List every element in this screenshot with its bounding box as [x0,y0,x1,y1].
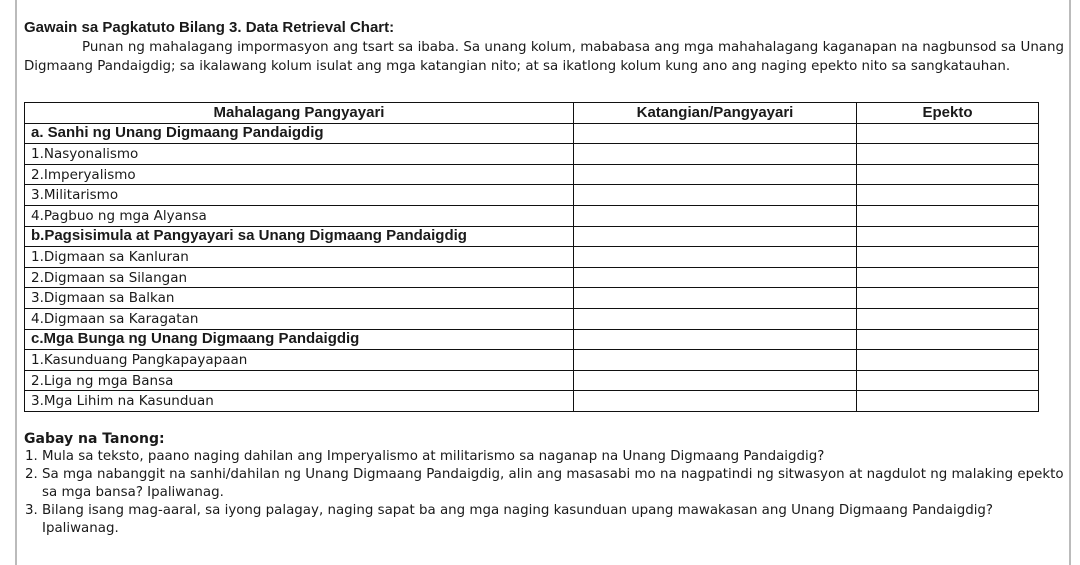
characteristic-cell[interactable] [574,267,857,288]
table-row [25,329,1039,350]
event-label: 4.Pagbuo ng mga Alyansa [25,205,574,226]
section-label: a. Sanhi ng Unang Digmaang Pandaigdig [25,123,574,144]
effect-cell[interactable] [857,123,1039,144]
event-label: 3.Militarismo [25,185,574,206]
effect-cell[interactable] [857,247,1039,268]
effect-cell[interactable] [857,226,1039,247]
table-row [25,267,1039,288]
table-row [25,288,1039,309]
data-retrieval-chart [24,102,1039,412]
table-row [25,247,1039,268]
characteristic-cell[interactable] [574,205,857,226]
header-katangian: Katangian/Pangyayari [574,103,857,124]
event-label: 3.Digmaan sa Balkan [25,288,574,309]
worksheet-page [15,0,1071,565]
characteristic-cell[interactable] [574,350,857,371]
characteristic-cell[interactable] [574,164,857,185]
effect-cell[interactable] [857,391,1039,412]
event-label: 3.Mga Lihim na Kasunduan [25,391,574,412]
table-row [25,185,1039,206]
characteristic-cell[interactable] [574,247,857,268]
characteristic-cell[interactable] [574,144,857,165]
guide-question: 3. Bilang isang mag-aaral, sa iyong palagay, naging sapat ba ang mga naging kasunduan upang mawakasan ang Unang Digmaang Pandaigdig? Ipaliwanag. [42,502,1064,538]
activity-title: Gawain sa Pagkatuto Bilang 3. Data Retrieval Chart: [24,19,395,36]
effect-cell[interactable] [857,370,1039,391]
table-row [25,144,1039,165]
table-row [25,391,1039,412]
table-row [25,370,1039,391]
table-row [25,350,1039,371]
instructions [24,38,1064,76]
characteristic-cell[interactable] [574,123,857,144]
effect-cell[interactable] [857,329,1039,350]
effect-cell[interactable] [857,205,1039,226]
table-row [25,226,1039,247]
effect-cell[interactable] [857,308,1039,329]
event-label: 1.Kasunduang Pangkapayapaan [25,350,574,371]
guide-questions [24,430,1064,538]
characteristic-cell[interactable] [574,308,857,329]
table-row [25,123,1039,144]
header-epekto: Epekto [857,103,1039,124]
event-label: 4.Digmaan sa Karagatan [25,308,574,329]
event-label: 2.Imperyalismo [25,164,574,185]
section-label: b.Pagsisimula at Pangyayari sa Unang Digmaang Pandaigdig [25,226,574,247]
event-label: 2.Liga ng mga Bansa [25,370,574,391]
effect-cell[interactable] [857,267,1039,288]
table-row [25,164,1039,185]
table-row [25,205,1039,226]
characteristic-cell[interactable] [574,288,857,309]
event-label: 1.Nasyonalismo [25,144,574,165]
table-row [25,308,1039,329]
event-label: 2.Digmaan sa Silangan [25,267,574,288]
characteristic-cell[interactable] [574,329,857,350]
effect-cell[interactable] [857,288,1039,309]
guide-question: 1. Mula sa teksto, paano naging dahilan ang Imperyalismo at militarismo sa naganap na Unang Digmaang Pandaigdig? [42,448,1064,466]
effect-cell[interactable] [857,144,1039,165]
characteristic-cell[interactable] [574,370,857,391]
effect-cell[interactable] [857,164,1039,185]
guide-heading: Gabay na Tanong: [24,431,165,447]
characteristic-cell[interactable] [574,226,857,247]
event-label: 1.Digmaan sa Kanluran [25,247,574,268]
characteristic-cell[interactable] [574,185,857,206]
section-label: c.Mga Bunga ng Unang Digmaang Pandaigdig [25,329,574,350]
header-mahalagang-pangyayari: Mahalagang Pangyayari [25,103,574,124]
effect-cell[interactable] [857,350,1039,371]
guide-question: 2. Sa mga nabanggit na sanhi/dahilan ng Unang Digmaang Pandaigdig, alin ang masasabi mo na nagpatindi ng sitwasyon at nagdulot ng malaking epekto sa mga bansa? Ipaliwanag. [42,466,1064,502]
effect-cell[interactable] [857,185,1039,206]
characteristic-cell[interactable] [574,391,857,412]
instructions-text: Punan ng mahalagang impormasyon ang tsart sa ibaba. Sa unang kolum, mababasa ang mga mahahalagang kaganapan na nagbunsod sa Unang Digmaang Pandaigdig; sa ikalawang kolum isulat ang mga katangian nito; at sa ikatlong kolum kung ano ang naging epekto nito sa sangkatauhan. [24,40,1064,74]
